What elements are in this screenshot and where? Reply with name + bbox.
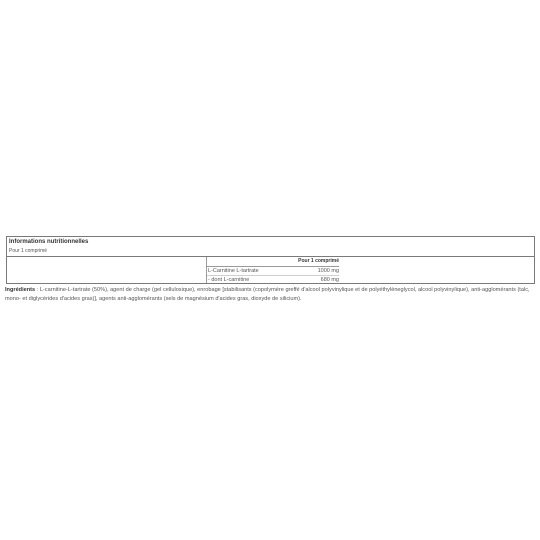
table-header: Pour 1 comprimé xyxy=(207,257,339,267)
nutrient-table xyxy=(206,257,339,283)
nutrient-name: L-Carnitine L-tartrate xyxy=(208,268,259,274)
ingredients-label: Ingrédients xyxy=(5,287,36,293)
ingredients-paragraph xyxy=(5,286,533,304)
nutrient-value: 680 mg xyxy=(320,277,339,283)
nutrient-value: 1000 mg xyxy=(317,268,339,274)
table-row xyxy=(207,276,339,284)
ingredients-text: : L-carnitine-L-tartrate (50%), agent de charge (gel cellulosique), enrobage [stabilisants (copolymère greffé d'alcool polyvinylique et de polyéthylèneglycol, alcool polyvinylique), anti-agglomérants (talc, mono- et diglycérides d'acides gras)], agents anti-agglomérants (sels de magnésium d'acides gras, dioxyde de silicium). xyxy=(5,287,530,302)
table-row xyxy=(207,267,339,276)
nutrient-name: - dont L-carnitine xyxy=(208,277,250,283)
nutrition-title: Informations nutritionnelles xyxy=(9,239,89,245)
nutrition-info-box xyxy=(6,236,535,284)
serving-size: Pour 1 comprimé xyxy=(9,248,48,254)
